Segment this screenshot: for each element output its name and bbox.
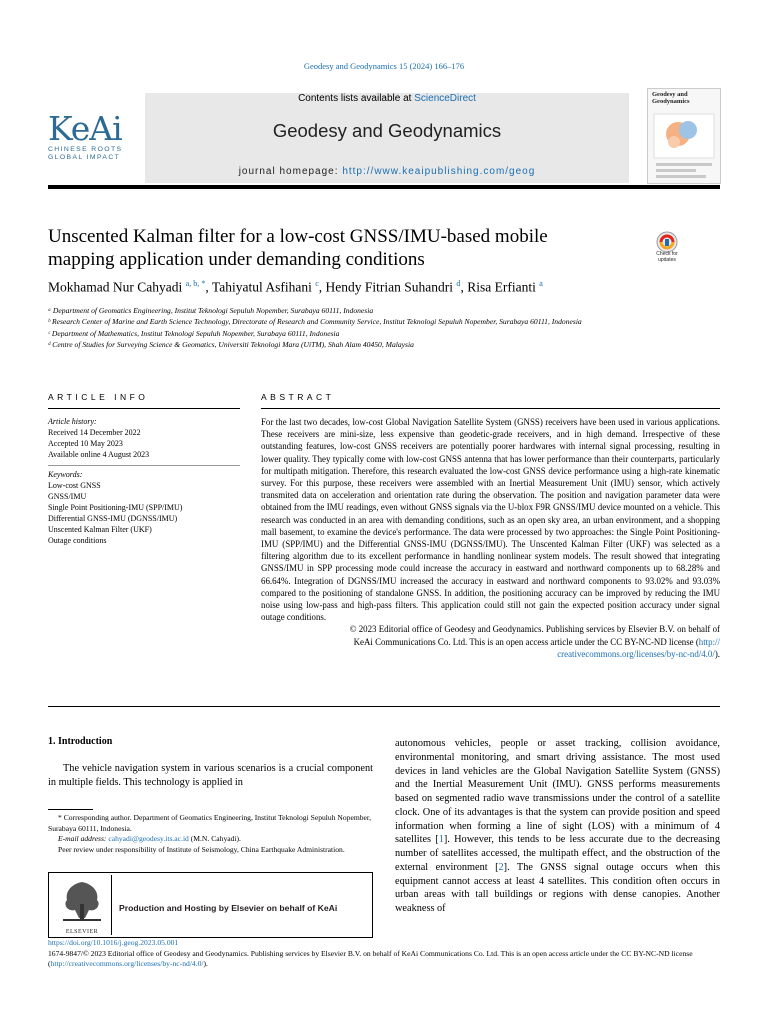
license-link-part1[interactable]: http:// — [698, 636, 720, 647]
intro-text-part2: ]. However, this tends to be less accurate due to the decreasing number of satellites accessed, the multipath effect, and the obstruction of the external environment [ — [395, 834, 720, 873]
keyword: GNSS/IMU — [48, 492, 87, 501]
author-name[interactable]: Hendy Fitrian Suhandri — [325, 279, 454, 295]
author-affiliation-marker[interactable]: a — [539, 279, 543, 288]
abstract-rule — [261, 408, 720, 409]
title-line-1: Unscented Kalman filter for a low-cost GNSS/IMU-based mobile — [48, 226, 548, 247]
badge-line-2: updates — [658, 256, 676, 263]
keywords-label: Keywords: — [48, 470, 83, 479]
abstract-copyright — [261, 623, 720, 660]
footnotes — [48, 813, 373, 856]
contents-line — [145, 93, 629, 104]
journal-reference[interactable]: Geodesy and Geodynamics 15 (2024) 166–176 — [303, 61, 465, 71]
author-name[interactable]: Risa Erfianti — [467, 279, 536, 295]
affiliation-b: ᵇ Research Center of Marine and Earth Science Technology, Directorate of Research and Community Service, Institut Teknologi Sepuluh Nopember, Surabaya 60111, Indonesia — [48, 317, 582, 327]
check-updates-label — [650, 252, 684, 263]
abstract-body — [261, 416, 720, 660]
license-end: ). — [203, 959, 208, 969]
keyword: Outage conditions — [48, 536, 107, 545]
paper-title — [48, 225, 608, 271]
bottom-info — [48, 938, 720, 970]
introduction-paragraph: The vehicle navigation system in various scenarios is a crucial component in multiple fields. This technology is applied in — [48, 763, 373, 788]
license-link[interactable]: http://creativecommons.org/licenses/by-nc-nd/4.0/ — [50, 959, 204, 969]
section-divider — [48, 706, 720, 707]
keyword: Single Point Positioning-IMU (SPP/IMU) — [48, 503, 183, 512]
elsevier-text: Production and Hosting by Elsevier on behalf of KeAi — [119, 903, 338, 913]
corresponding-author-note: * Corresponding author. Department of Geomatics Engineering, Institut Teknologi Sepuluh Nopember, Surabaya 60111, Indonesia. — [48, 813, 372, 833]
abstract-text: For the last two decades, low-cost Global Navigation Satellite System (GNSS) receivers have been used in various applications. These receivers are mini-size, less expensive than geodetic-grade receivers, and in high demand. Irrespective of these outstanding features, low-cost GNSS receivers are potentially poorer hardwares with internal signal processing, resulting in lower quality. They typically come with low-cost GNSS antenna that has lower performance than their counterparts, particularly for multipath mitigation. Therefore, this research evaluated the low-cost GNSS device performance using a high-rate kinematic survey. For this purpose, these receivers were assembled with an Inertial Measurement Unit (IMU) sensor, which actively transmited data on acceleration and orientation rate during the observation. The position and navigation parameter data were obtained from the IMU readings, even without GNSS signals via the U-blox F9R GNSS/IMU device mounted on a vehicle. This research was conducted in an area with demanding conditions, such as an open sky area, an urban environment, and a shopping mall basement, to examine the device's performance. The data were processed by two approaches: the Single Point Positioning-IMU (SPP/IMU) and the Differential GNSS-IMU (DGNSS/IMU). The Unscented Kalman Filter (UKF) was selected as a filtering algorithm due to its excellent performance in handling nonlinear system models. The result showed that integrating GNSS/IMU in SPP processing mode could increase the accuracy in eastward and northward components up to 68.28% and 66.64%. Integration of DGNSS/IMU increased the accuracy in eastward and northward components to 93.02% and 93.03% compared to the positioning of standalone GNSS. In addition, the positioning accuracy can be improved by reducing the IMU noise using low-pass and high-pass filters. This application could still not gain the expected position accuracy under signal outage conditions. — [261, 417, 720, 623]
keai-logo — [48, 109, 130, 162]
contents-prefix: Contents lists available at — [298, 93, 415, 104]
accepted-date: Accepted 10 May 2023 — [48, 439, 123, 448]
elsevier-divider — [111, 875, 112, 935]
keyword: Low-cost GNSS — [48, 481, 101, 490]
elsevier-logo — [57, 878, 107, 934]
title-line-2: mapping application under demanding conditions — [48, 249, 425, 270]
article-info-heading: ARTICLE INFO — [48, 392, 149, 402]
author-name[interactable]: Mokhamad Nur Cahyadi — [48, 279, 183, 295]
logo-subtitle-2: GLOBAL IMPACT — [48, 154, 121, 161]
author-affiliation-marker[interactable]: d — [456, 279, 461, 288]
doi-link[interactable]: https://doi.org/10.1016/j.geog.2023.05.001 — [48, 938, 179, 947]
intro-text-part3: ]. The GNSS signal outage occurs when this equipment cannot access at least 4 satellites. This condition often occurs in urban areas with tall buildings or regions with dense canopies. Another weakness of — [395, 861, 720, 914]
history-label: Article history: — [48, 417, 97, 426]
cover-image — [648, 108, 720, 184]
issn-line — [48, 949, 720, 970]
elsevier-label: ELSEVIER — [65, 929, 99, 935]
copyright-line-1: © 2023 Editorial office of Geodesy and Geodynamics. Publishing services by Elsevier B.V. on behalf of — [349, 624, 720, 635]
email-note — [48, 834, 373, 845]
intro-text-part1: autonomous vehicles, people or asset tracking, collision avoidance, environmental monitoring, and smart driving assistance. The most used devices in land vehicles are the Global Navigation Satellite System (GNSS) and the Inertial Measurement Unit (IMU). GNSS performs measurements based on segmented radio wave transmissions under the control of a satellite clock. One of its advantages is that the system can provide position and speed information when forming a line of sight (LOS) with a minimum of 4 satellites [ — [395, 738, 720, 846]
journal-cover[interactable] — [647, 88, 721, 184]
copyright-line-2 — [261, 636, 720, 648]
issn-text: 1674-9847/© 2023 Editorial office of Geodesy and Geodynamics. Publishing services by Elsevier B.V. on behalf of KeAi Communications Co. Ltd. This is an open access article under the CC BY-NC-ND license ( — [48, 948, 693, 969]
elsevier-hosting-box — [48, 872, 373, 938]
introduction-right-column — [395, 737, 720, 916]
author-affiliation-marker[interactable]: a, b, * — [185, 279, 206, 288]
peer-review-note: Peer review under responsibility of Institute of Seismology, China Earthquake Administration. — [58, 845, 345, 855]
email-suffix: (M.N. Cahyadi). — [188, 834, 241, 844]
affiliation-c: ᶜ Department of Mathematics, Institut Teknologi Sepuluh Nopember, Surabaya 60111, Indonesia — [48, 328, 340, 338]
affiliation-a: ᵃ Department of Geomatics Engineering, Institut Teknologi Sepuluh Nopember, Surabaya 60111, Indonesia — [48, 306, 374, 315]
cover-title-1: Geodesy and — [652, 91, 688, 98]
elsevier-tree-icon — [57, 878, 107, 924]
reference-link-2[interactable]: 2 — [498, 861, 504, 873]
abstract-heading: ABSTRACT — [261, 392, 335, 402]
reference-link-1[interactable]: 1 — [438, 834, 444, 846]
journal-title: Geodesy and Geodynamics — [272, 120, 502, 141]
copyright-line-3 — [261, 648, 720, 660]
affiliations — [48, 305, 608, 350]
journal-homepage — [145, 166, 629, 177]
sciencedirect-link[interactable]: ScienceDirect — [414, 93, 476, 104]
copyright-prefix: KeAi Communications Co. Ltd. This is an open access article under the CC BY-NC-ND license ( — [353, 636, 699, 647]
logo-text: KeAi — [48, 109, 122, 148]
email-label: E-mail address: — [58, 834, 109, 844]
introduction-heading: 1. Introduction — [48, 736, 113, 747]
license-link-part2[interactable]: creativecommons.org/licenses/by-nc-nd/4.0/ — [557, 648, 715, 659]
check-for-updates-badge[interactable] — [650, 230, 684, 264]
received-date: Received 14 December 2022 — [48, 428, 141, 437]
affiliation-d: ᵈ Centre of Studies for Surveying Science & Geomatics, Universiti Teknologi Mara (UiTM), Shah Alam 40450, Malaysia — [48, 339, 414, 349]
author-name[interactable]: Tahiyatul Asfihani — [211, 279, 312, 295]
journal-banner — [145, 93, 629, 183]
author-list: Mokhamad Nur Cahyadi $^{a, b, *}$, Tahiyatul Asfihani $^c$, Hendy Fitrian Suhandri $^d$, Risa Erfianti $^a$ — [48, 279, 543, 295]
badge-line-1: Check for — [656, 251, 678, 257]
keywords-rule — [48, 465, 240, 466]
footnote-rule — [48, 809, 93, 810]
author-affiliation-marker[interactable]: c — [315, 279, 319, 288]
header-rule — [48, 185, 720, 189]
cover-title-2: Geodynamics — [652, 97, 690, 105]
article-info-rule — [48, 408, 240, 409]
cover-title — [648, 89, 720, 108]
email-link[interactable]: cahyadi@geodesy.its.ac.id — [108, 834, 189, 844]
article-info — [48, 416, 240, 546]
logo-subtitle-1: CHINESE ROOTS — [48, 146, 123, 153]
homepage-link[interactable]: http://www.keaipublishing.com/geog — [342, 166, 536, 177]
copyright-end: ). — [714, 648, 720, 659]
homepage-prefix: journal homepage: — [238, 166, 343, 177]
keyword: Unscented Kalman Filter (UKF) — [48, 525, 152, 534]
online-date: Available online 4 August 2023 — [48, 450, 150, 459]
keyword: Differential GNSS-IMU (DGNSS/IMU) — [48, 514, 178, 523]
